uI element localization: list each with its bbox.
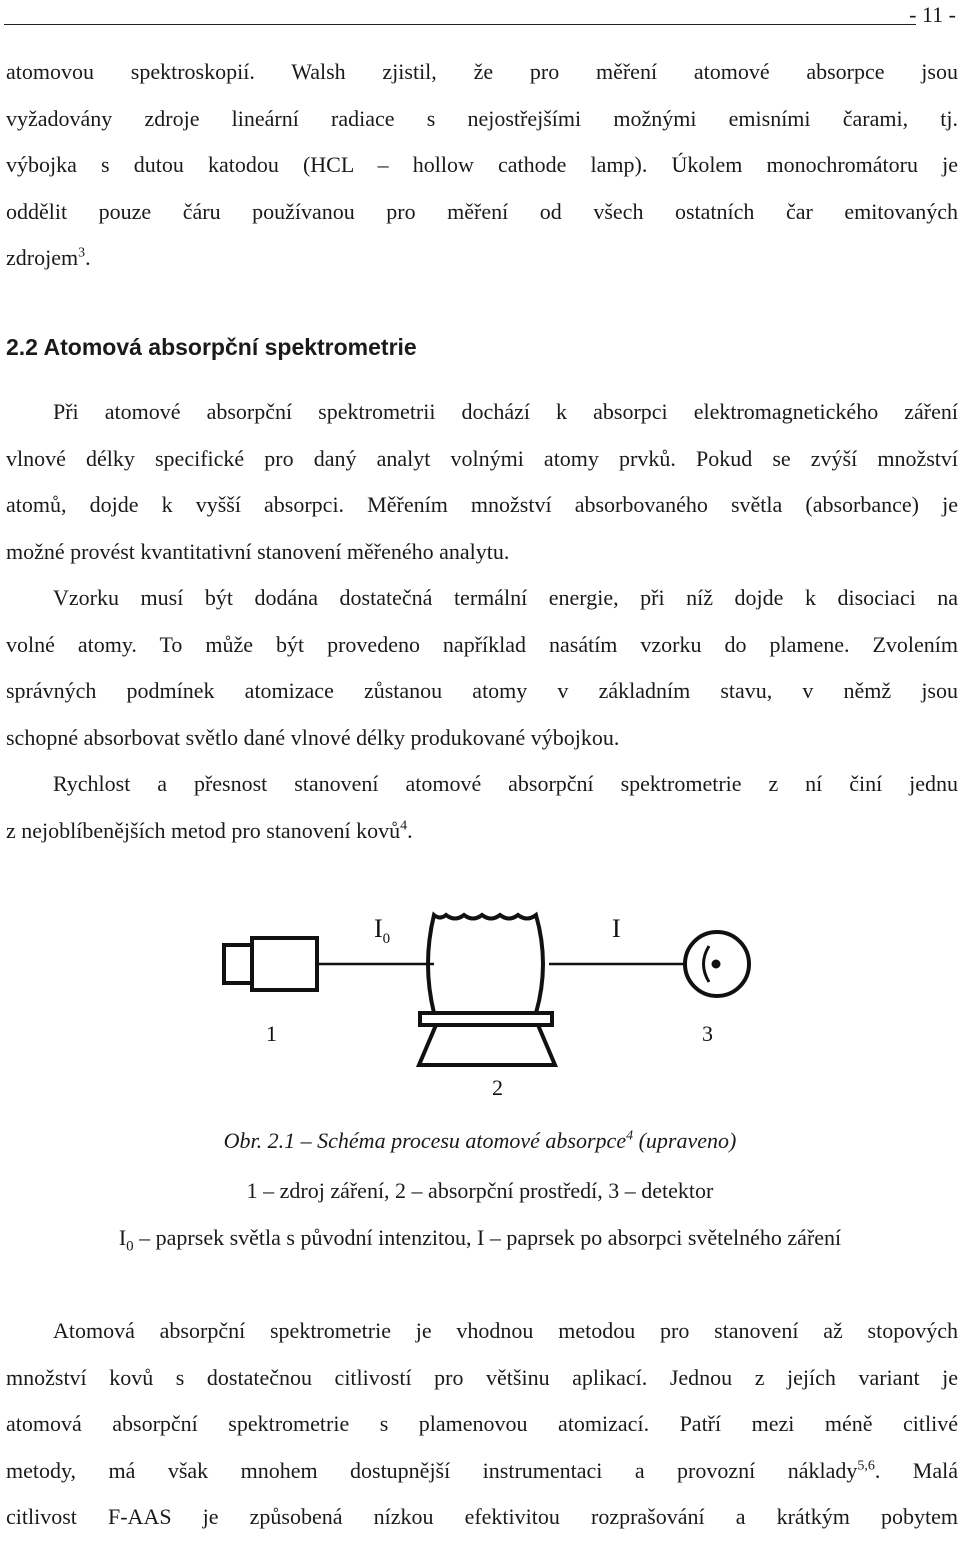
para4-line-5: citlivost F-AAS je způsobená nízkou efektivitou rozprašování a krátkým pobytem [6, 1504, 958, 1529]
intro-line-4: oddělit pouze čáru používanou pro měření od všech ostatních čar emitovaných [6, 199, 958, 224]
para2-line-1: Vzorku musí být dodána dostatečná termální energie, při níž dojde k disociaci na [53, 585, 958, 610]
label-1: 1 [266, 1021, 277, 1046]
intro-line-5-text: zdrojem [6, 245, 79, 270]
para4-line-2: množství kovů s dostatečnou citlivostí pro většinu aplikací. Jednou z jejích variant je [6, 1365, 958, 1390]
para1-line-3: atomů, dojde k vyšší absorpci. Měřením množství absorbovaného světla (absorbance) je [6, 492, 958, 517]
lamp-body [252, 938, 317, 990]
citation-ref: 5,6 [857, 1458, 875, 1474]
intro-line-1: atomovou spektroskopií. Walsh zjistil, že pro měření atomové absorpce jsou [6, 59, 958, 84]
para4-line-1: Atomová absorpční spektrometrie je vhodnou metodou pro stanovení až stopových [53, 1318, 958, 1343]
para2-line-3: správných podmínek atomizace zůstanou atomy v základním stavu, v němž jsou [6, 678, 958, 703]
page-number: - 11 - [909, 2, 956, 27]
nebulizer [419, 1025, 555, 1065]
aas-schematic-figure [0, 895, 960, 1110]
label-3: 3 [702, 1021, 713, 1046]
section-heading: 2.2 Atomová absorpční spektrometrie [6, 334, 417, 360]
caption-beam-i0: I [118, 1225, 127, 1250]
intro-line-3: výbojka s dutou katodou (HCL – hollow cathode lamp). Úkolem monochromátoru je [6, 152, 958, 177]
para1-line-4: možné provést kvantitativní stanovení měřeného analytu. [6, 539, 510, 564]
citation-ref: 4 [626, 1128, 634, 1144]
para4-line-4-text: metody, má však mnohem dostupnější instrumentaci a provozní náklady [6, 1458, 858, 1483]
figure-caption-beam [0, 1225, 960, 1255]
citation-ref: 4 [400, 818, 408, 834]
intro-line-5-end: . [85, 245, 91, 270]
flame [428, 915, 543, 1013]
caption-title-text: Obr. 2.1 – Schéma procesu atomové absorpce [223, 1128, 627, 1153]
label-i0-subscript: 0 [382, 931, 391, 947]
intro-line-2: vyžadovány zdroje lineární radiace s nejostřejšími možnými emisními čarami, tj. [6, 106, 958, 131]
lamp-cap [224, 945, 252, 983]
label-i0: $I_0$ [374, 914, 391, 947]
para4-line-4-end: . Malá [874, 1458, 959, 1483]
detector-dot [712, 960, 721, 969]
header-rule [4, 24, 916, 25]
figure-caption-title [0, 1128, 960, 1154]
label-2: 2 [492, 1075, 503, 1100]
para1-line-1: Při atomové absorpční spektrometrii dochází k absorpci elektromagnetického záření [53, 399, 958, 424]
para3-line-2-text: z nejoblíbenějších metod pro stanovení kovů [6, 818, 401, 843]
para4-line-4 [6, 1448, 958, 1495]
caption-suffix: (upraveno) [633, 1128, 737, 1153]
caption-beam-text: – paprsek světla s původní intenzitou, I – paprsek po absorpci světelného záření [133, 1225, 842, 1250]
para1-line-2: vlnové délky specifické pro daný analyt volnými atomy prvků. Pokud se zvýší množství [6, 446, 958, 471]
para3-line-2 [6, 808, 958, 855]
detector-arc [704, 946, 710, 982]
para2-line-4: schopné absorbovat světlo dané vlnové délky produkované výbojkou. [6, 725, 620, 750]
figure-caption-legend: 1 – zdroj záření, 2 – absorpční prostředí, 3 – detektor [246, 1178, 714, 1203]
para2-line-2: volné atomy. To může být provedeno například nasátím vzorku do plamene. Zvolením [6, 632, 958, 657]
para3-line-1: Rychlost a přesnost stanovení atomové absorpční spektrometrie z ní činí jednu [53, 771, 958, 796]
para3-line-2-end: . [407, 818, 413, 843]
citation-ref: 3 [78, 245, 86, 261]
intro-line-5 [6, 235, 958, 282]
para4-line-3: atomová absorpční spektrometrie s plamenovou atomizací. Patří mezi méně citlivé [6, 1411, 958, 1436]
caption-beam-subscript: 0 [126, 1238, 134, 1255]
label-i: I [612, 914, 621, 943]
